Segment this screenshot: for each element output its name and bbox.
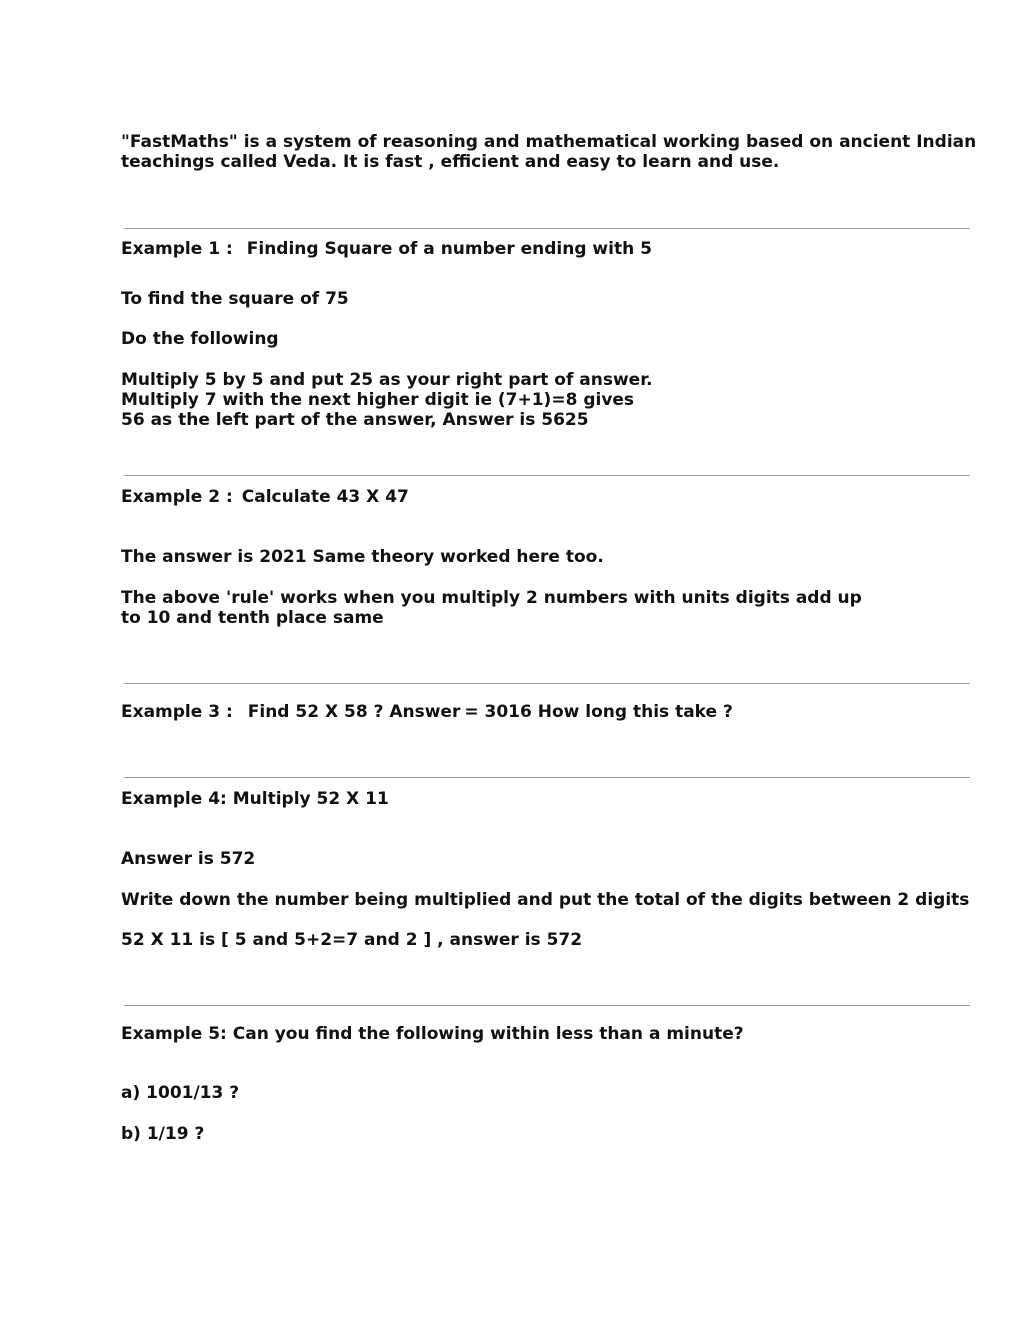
example-1-label: Example 1 : <box>121 239 233 259</box>
example-4-heading: Example 4: Multiply 52 X 11 <box>121 789 389 809</box>
step-line: Multiply 7 with the next higher digit ie (7+1)=8 gives <box>121 390 635 410</box>
rule-line: The above 'rule' works when you multiply 2 numbers with units digits add up <box>121 588 862 608</box>
divider <box>124 475 970 476</box>
example-5-item-b: b) 1/19 ? <box>121 1124 205 1144</box>
divider <box>124 683 970 684</box>
example-1-title: Finding Square of a number ending with 5 <box>246 239 652 259</box>
example-1-task: To find the square of 75 <box>121 289 349 309</box>
intro-paragraph <box>121 132 976 172</box>
step-line: Multiply 5 by 5 and put 25 as your right part of answer. <box>121 370 653 390</box>
example-5-heading: Example 5: Can you find the following within less than a minute? <box>121 1024 744 1044</box>
intro-line: teachings called Veda. It is fast , efficient and easy to learn and use. <box>121 152 780 172</box>
example-2-label: Example 2 : <box>121 487 233 507</box>
example-5-item-a: a) 1001/13 ? <box>121 1083 240 1103</box>
example-3-answer: = 3016 How long this take ? <box>464 702 733 722</box>
example-4-answer: Answer is 572 <box>121 849 256 869</box>
example-1-heading <box>121 239 652 259</box>
example-2-rule <box>121 588 862 628</box>
example-4-worked: 52 X 11 is [ 5 and 5+2=7 and 2 ] , answer is 572 <box>121 930 583 950</box>
example-1-instruction: Do the following <box>121 329 279 349</box>
divider <box>124 1005 970 1006</box>
divider <box>124 228 970 229</box>
step-line: 56 as the left part of the answer, Answer is 5625 <box>121 410 589 430</box>
example-3-heading <box>121 702 733 722</box>
example-1-steps <box>121 370 653 430</box>
rule-line: to 10 and tenth place same <box>121 608 384 628</box>
example-2-title: Calculate 43 X 47 <box>241 487 409 507</box>
example-3-question: Find 52 X 58 ? Answer <box>247 702 461 722</box>
example-3-label: Example 3 : <box>121 702 233 722</box>
example-2-answer: The answer is 2021 Same theory worked here too. <box>121 547 604 567</box>
example-2-heading <box>121 487 409 507</box>
intro-line: "FastMaths" is a system of reasoning and mathematical working based on ancient Indian <box>121 132 977 152</box>
divider <box>124 777 970 778</box>
example-4-method: Write down the number being multiplied and put the total of the digits between 2 digits <box>121 890 970 910</box>
